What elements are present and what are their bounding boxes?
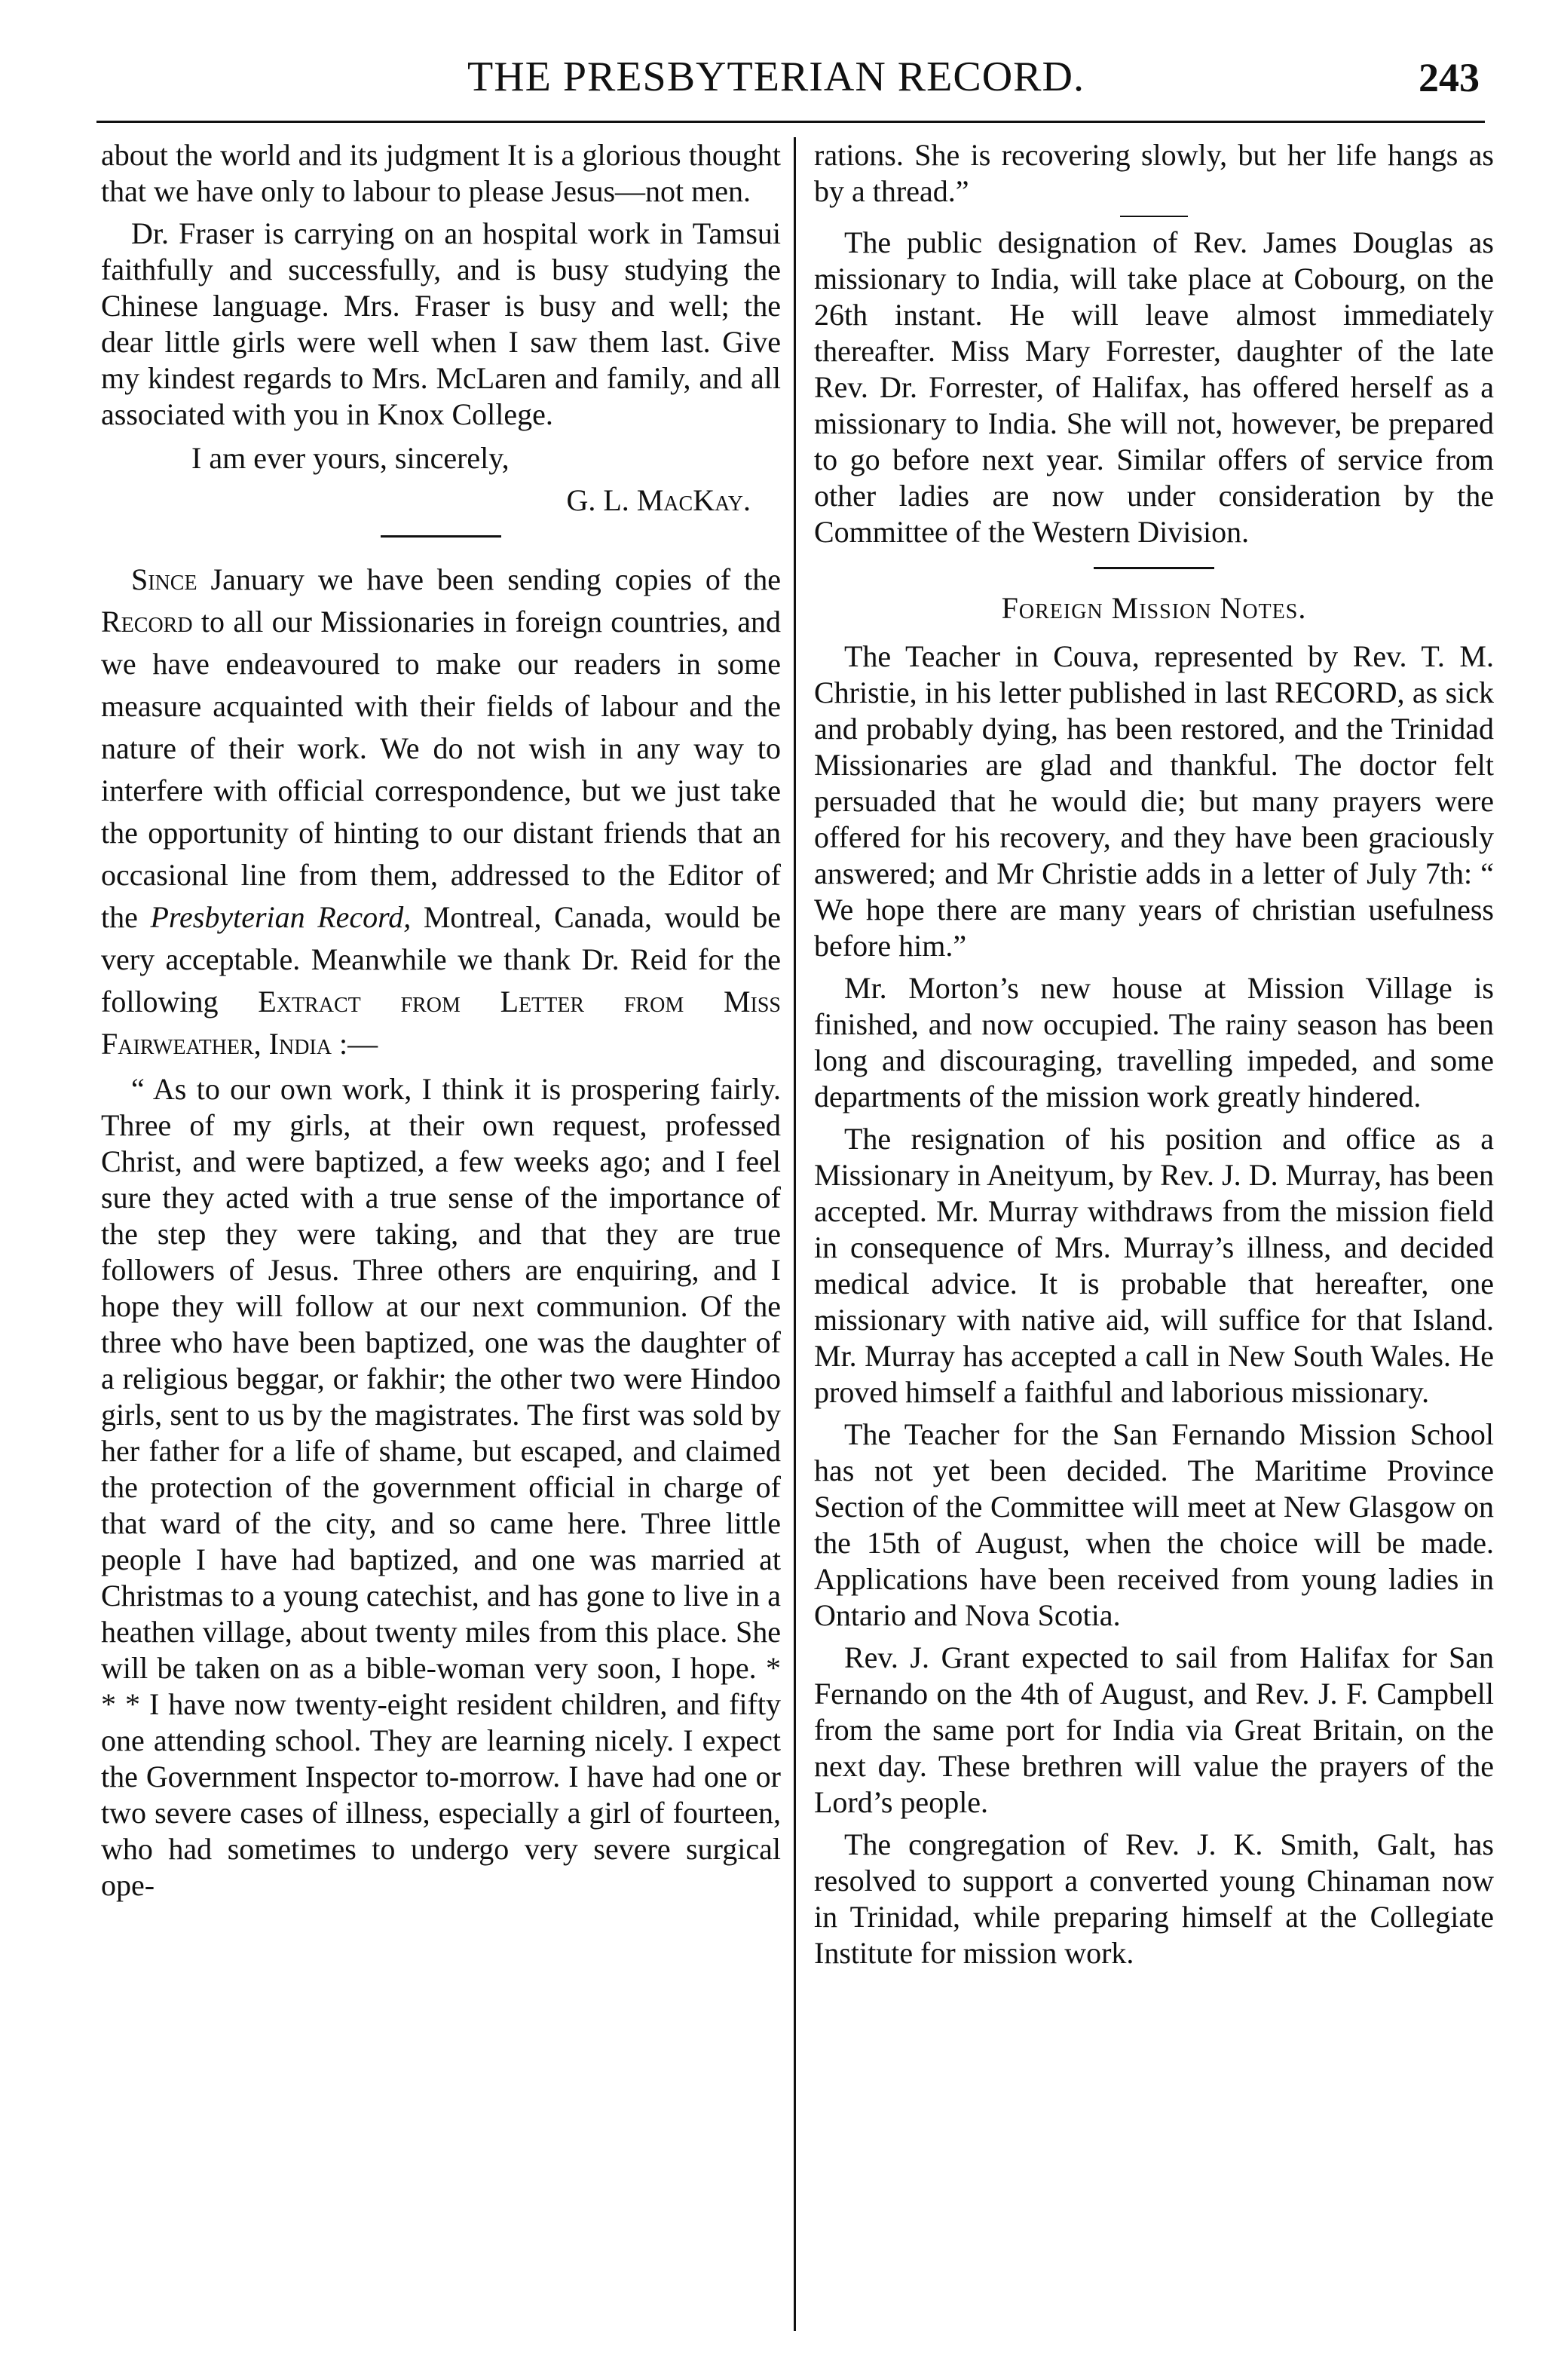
extract-heading: Extract from Letter from Miss Fairweather, India :— <box>101 985 781 1061</box>
notice-text: to all our Missionaries in foreign countries, and we have endeavoured to make our readers in some measure acquainted with their fields of labour and the nature of their work. We do not wish in any way to interfere with official correspondence, but we just take the opportunity of hinting to our distant friends that an occasional line from them, addressed to the Editor of the <box>101 605 782 934</box>
notice-text: January we have been sending copies of the <box>210 562 782 596</box>
mission-note: Mr. Morton’s new house at Mission Village is finished, and now occupied. The rainy season has been long and discouraging, travelling impeded, and some departments of the mission work greatly hindered. <box>814 971 1494 1113</box>
mission-note: The congregation of Rev. J. K. Smith, Galt, has resolved to support a converted young Chinaman now in Trinidad, while preparing himself at the Collegiate Institute for mission work. <box>814 1827 1494 1970</box>
mission-note: The Teacher in Couva, represented by Rev. T. M. Christie, in his letter published in last RECORD, as sick and probably dying, has been restored, and the Trinidad Missionaries are glad and thankful. The doctor felt persuaded that he would die; but many prayers were offered for his recovery, and they have been graciously answered; and Mr Christie adds in a letter of July 7th: “ We hope there are many years of christian usefulness before him.” <box>814 639 1494 963</box>
section-separator <box>381 535 501 538</box>
notice-lead-word: Since <box>131 562 197 596</box>
extract-paragraph: “ As to our own work, I think it is prospering fairly. Three of my girls, at their own request, professed Christ, and were baptized, a few weeks ago; and I feel sure they acted with a true sense of the importance of the step they were taking, and that they are true followers of Jesus. Three others are enquiring, and I hope they will follow at our next communion. Of the three who have been baptized, one was the daughter of a religious beggar, or fakhir; the other two were Hindoo girls, sent to us by the magistrates. The first was sold by her father for a life of shame, but escaped, and claimed the protection of the government official in charge of that ward of the city, and so came here. Three little people I have had baptized, and one was married at Christmas to a young catechist, and has gone to live in a heathen village, about twenty miles from this place. She will be taken on as a bible-woman very soon, I hope. * * * I have now twenty-eight resident children, and fifty one attending school. They are learning nicely. I expect the Government Inspector to-morrow. I have had one or two severe cases of illness, especially a girl of fourteen, who had sometimes to undergo very severe surgical ope- <box>101 1072 781 1902</box>
notice-text: Montreal, Canada, would be very acceptable. Meanwhile we thank Dr. Reid for the following <box>101 900 781 1018</box>
journal-title: Presbyterian Record, <box>150 900 412 934</box>
designation-paragraph: The public designation of Rev. James Douglas as missionary to India, will take place at Cobourg, on the 26th instant. He will leave almost immediately thereafter. Miss Mary Forrester, daughter of the late Rev. Dr. Forrester, of Halifax, has offered herself as a missionary to India. She will not, however, be prepared to go before next year. Similar offers of service from other ladies are now under consideration by the Committee of the Western Division. <box>814 225 1494 549</box>
running-title: THE PRESBYTERIAN RECORD. <box>467 54 1085 100</box>
mission-note: Rev. J. Grant expected to sail from Halifax for San Fernando on the 4th of August, and Rev. J. F. Campbell from the same port for India via Great Britain, on the next day. These brethren will value the prayers of the Lord’s people. <box>814 1640 1494 1819</box>
section-separator <box>1094 567 1214 569</box>
mission-note: The Teacher for the San Fernando Mission School has not yet been decided. The Maritime Province Section of the Committee will meet at New Glasgow on the 15th of August, when the choice will be made. Applications have been received from young ladies in Ontario and Nova Scotia. <box>814 1417 1494 1632</box>
letter-signature: G. L. MacKay. <box>566 483 751 517</box>
editorial-notice <box>101 559 781 1065</box>
mission-note: The resignation of his position and office as a Missionary in Aneityum, by Rev. J. D. Murray, has been accepted. Mr. Murray withdraws from the mission field in consequence of Mrs. Murray’s illness, and decided medical advice. It is probable that hereafter, one missionary with native aid, will suffice for that Island. Mr. Murray has accepted a call in New South Wales. He proved himself a faithful and laborious missionary. <box>814 1122 1494 1409</box>
letter-paragraph: Dr. Fraser is carrying on an hospital work in Tamsui faithfully and successfully, and is busy studying the Chinese language. Mrs. Fraser is busy and well; the dear little girls were well when I saw them last. Give my kindest regards to Mrs. McLaren and family, and all associated with you in Knox College. <box>101 216 781 431</box>
section-heading: Foreign Mission Notes. <box>1001 591 1307 625</box>
record-name: Record <box>101 605 193 639</box>
column-divider <box>794 137 796 2331</box>
short-separator <box>1120 216 1188 217</box>
header-rule <box>96 121 1485 123</box>
extract-continuation: rations. She is recovering slowly, but her life hangs as by a thread.” <box>814 138 1494 208</box>
letter-paragraph: about the world and its judgment It is a glorious thought that we have only to labour to please Jesus—not men. <box>101 138 781 208</box>
letter-closing: I am ever yours, sincerely, <box>191 441 510 475</box>
page-number: 243 <box>1419 55 1480 100</box>
right-column <box>814 137 1494 1977</box>
left-column <box>101 137 781 1910</box>
